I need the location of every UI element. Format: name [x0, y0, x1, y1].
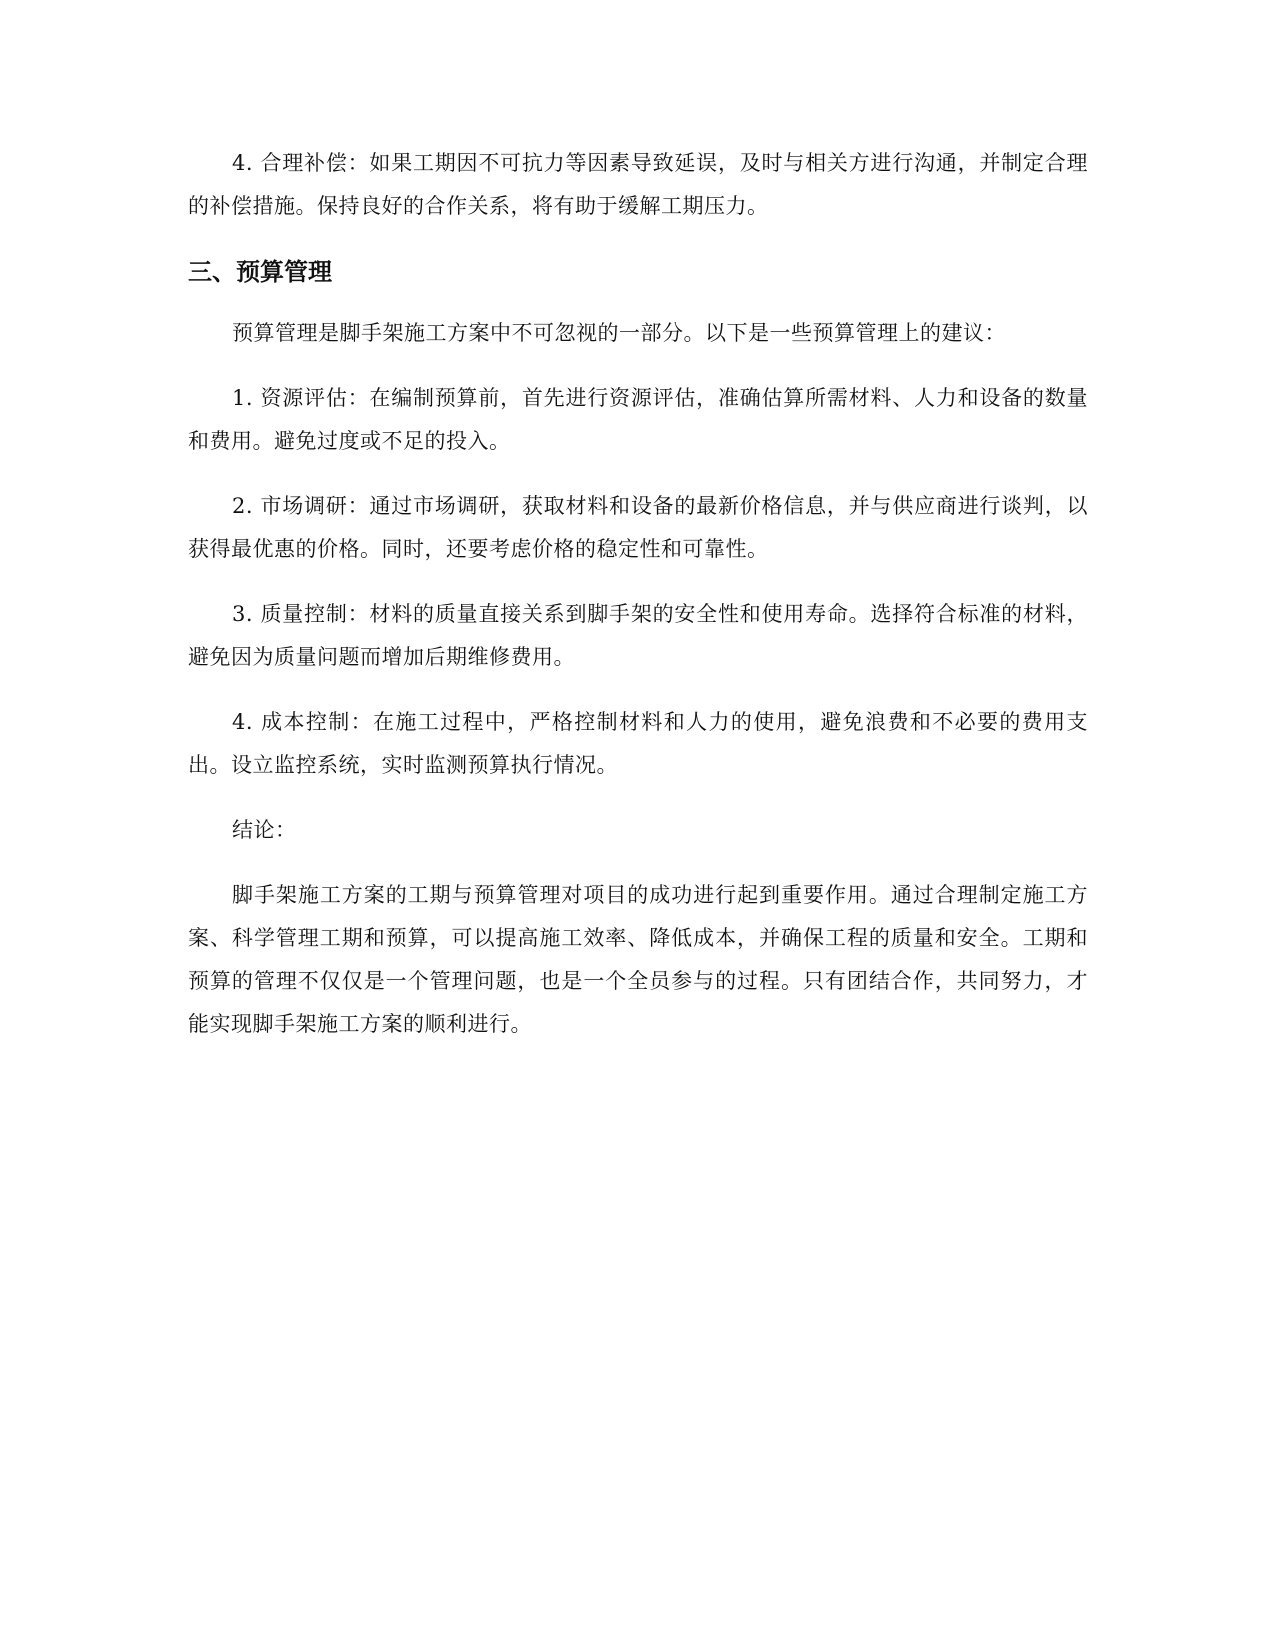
paragraph-budget-intro: 预算管理是脚手架施工方案中不可忽视的一部分。以下是一些预算管理上的建议： — [232, 321, 1006, 345]
paragraph-conclusion-label: 结论： — [232, 818, 297, 842]
paragraph-resource-evaluation: 1. 资源评估：在编制预算前，首先进行资源评估，准确估算所需材料、人力和设备的数量和费用。避免过度或不足的投入。 — [188, 386, 1088, 453]
paragraph-quality-control: 3. 质量控制：材料的质量直接关系到脚手架的安全性和使用寿命。选择符合标准的材料，避免因为质量问题而增加后期维修费用。 — [188, 602, 1088, 669]
paragraph-compensation: 4. 合理补偿：如果工期因不可抗力等因素导致延误，及时与相关方进行沟通，并制定合理的补偿措施。保持良好的合作关系，将有助于缓解工期压力。 — [188, 151, 1088, 218]
paragraph-conclusion-body: 脚手架施工方案的工期与预算管理对项目的成功进行起到重要作用。通过合理制定施工方案、科学管理工期和预算，可以提高施工效率、降低成本，并确保工程的质量和安全。工期和预算的管理不仅仅是一个管理问题，也是一个全员参与的过程。只有团结合作，共同努力，才能实现脚手架施工方案的顺利进行。 — [188, 883, 1088, 1036]
section-heading-budget: 三、预算管理 — [188, 258, 332, 286]
paragraph-market-research: 2. 市场调研：通过市场调研，获取材料和设备的最新价格信息，并与供应商进行谈判，以获得最优惠的价格。同时，还要考虑价格的稳定性和可靠性。 — [188, 494, 1088, 561]
paragraph-cost-control: 4. 成本控制：在施工过程中，严格控制材料和人力的使用，避免浪费和不必要的费用支出。设立监控系统，实时监测预算执行情况。 — [188, 710, 1088, 777]
document-page — [188, 142, 1088, 1068]
